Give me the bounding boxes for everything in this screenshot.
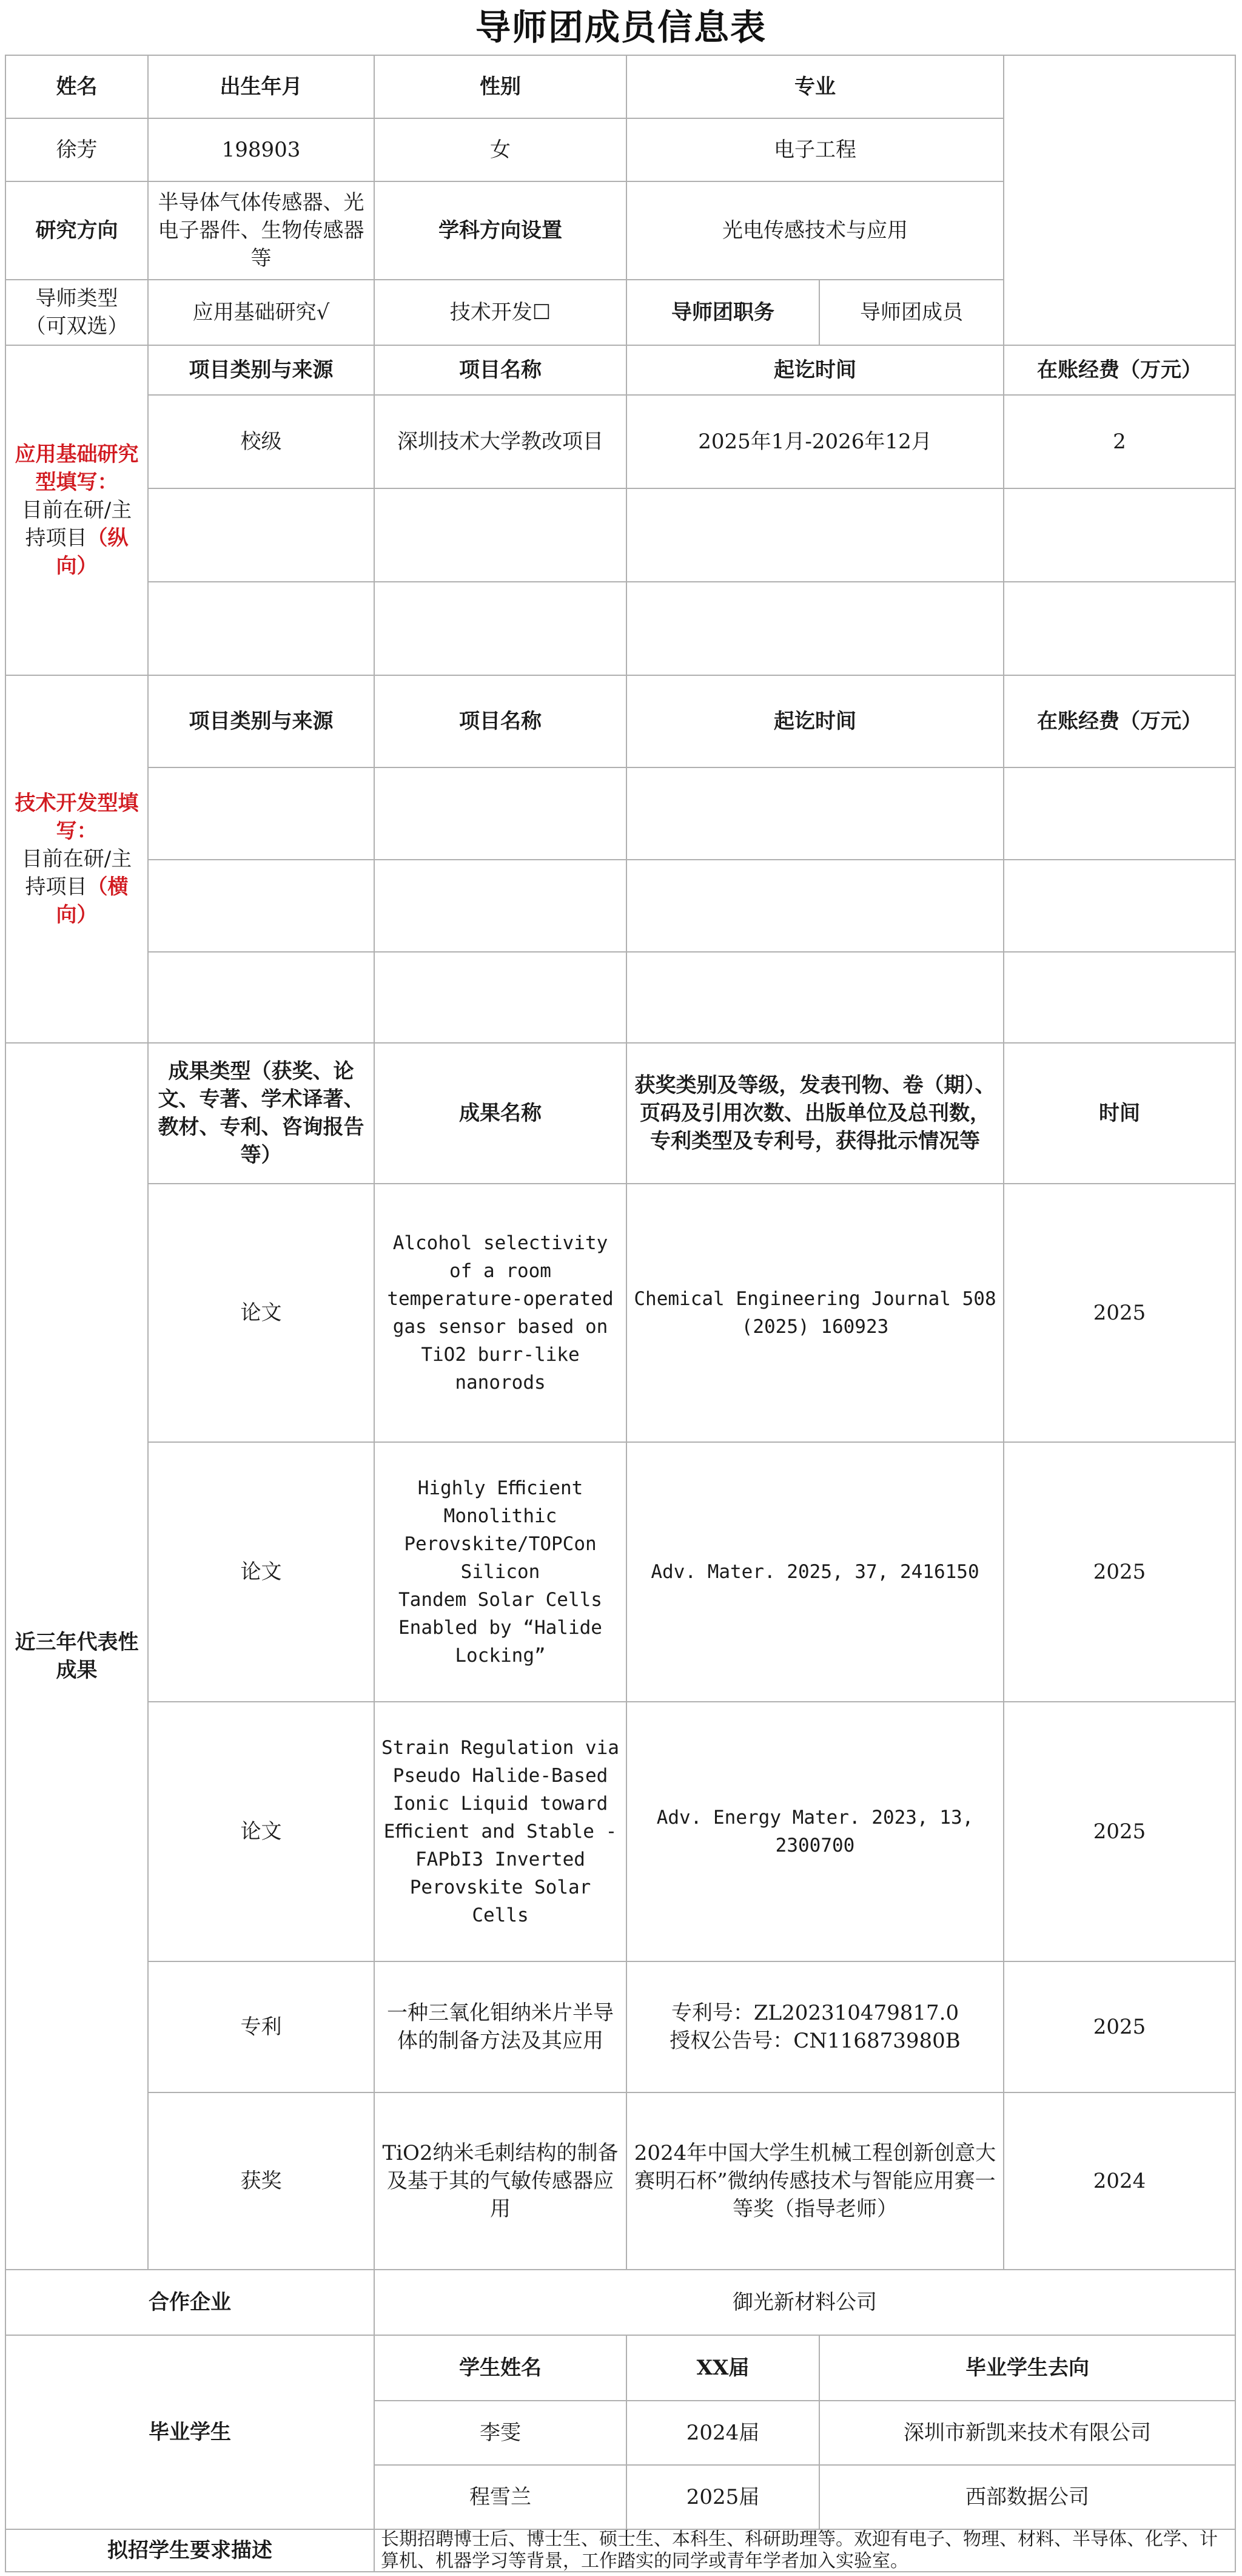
horizontal-row-3-source	[147, 951, 375, 1044]
vertical-row-1-period: 2025年1月-2026年12月	[626, 394, 1004, 489]
grad-header-year: XX届	[626, 2335, 820, 2401]
vertical-row-3-source	[147, 581, 375, 676]
achv-row-1-type: 论文	[147, 1183, 375, 1443]
recruit-label: 拟招学生要求描述	[5, 2529, 375, 2572]
horizontal-header-funds: 在账经费（万元）	[1003, 675, 1236, 768]
achv-header-name: 成果名称	[374, 1042, 627, 1184]
achv-row-3-detail: Adv. Energy Mater. 2023, 13, 2300700	[626, 1701, 1004, 1962]
vertical-row-3-period	[626, 581, 1004, 676]
horizontal-header-name: 项目名称	[374, 675, 627, 768]
vertical-row-2-period	[626, 488, 1004, 582]
recruit-value: 长期招聘博士后、博士生、硕士生、本科生、科研助理等。欢迎有电子、物理、材料、半导体、化学、计算机、机器学习等背景，工作踏实的同学或青年学者加入实验室。	[374, 2529, 1236, 2572]
form-title: 导师团成员信息表	[475, 7, 767, 48]
horizontal-header-source: 项目类别与来源	[147, 675, 375, 768]
horizontal-label-direction: （横向）	[56, 875, 129, 927]
type-option-basic[interactable]: 应用基础研究√	[147, 279, 375, 346]
vertical-row-2-source	[147, 488, 375, 582]
achv-row-1-detail: Chemical Engineering Journal 508 (2025) 160923	[626, 1183, 1004, 1443]
achv-row-4-detail: 专利号：ZL202310479817.0 授权公告号：CN116873980B	[626, 1961, 1004, 2093]
achv-row-4-type: 专利	[147, 1961, 375, 2093]
achv-row-5-detail: 2024年中国大学生机械工程创新创意大赛明石杯”微纳传感技术与智能应用赛一等奖（指导老师）	[626, 2092, 1004, 2270]
horizontal-header-period: 起讫时间	[626, 675, 1004, 768]
horizontal-row-1-name	[374, 767, 627, 860]
grad-row-2-year: 2025届	[626, 2464, 820, 2530]
horizontal-row-2-name	[374, 859, 627, 953]
grad-header-name: 学生姓名	[374, 2335, 627, 2401]
achv-row-5-type: 获奖	[147, 2092, 375, 2270]
achievements-section-label: 近三年代表性成果	[5, 1042, 149, 2270]
achv-row-1-time: 2025	[1003, 1183, 1236, 1443]
horizontal-row-2-funds	[1003, 859, 1236, 953]
vertical-label-text: 目前在研/主持项目	[21, 498, 132, 550]
horizontal-label-text: 目前在研/主持项目	[21, 847, 132, 899]
vertical-header-source: 项目类别与来源	[147, 345, 375, 396]
achv-row-3-name: Strain Regulation via Pseudo Halide-Based Ionic Liquid toward Eﬃcient and Stable -FAPbI3 Inverted Perovskite Solar Cells	[374, 1701, 627, 1962]
vertical-row-3-funds	[1003, 581, 1236, 676]
header-gender: 性别	[374, 55, 627, 119]
achv-row-3-type: 论文	[147, 1701, 375, 1962]
achv-row-3-time: 2025	[1003, 1701, 1236, 1962]
vertical-row-3-name	[374, 581, 627, 676]
achv-row-4-time: 2025	[1003, 1961, 1236, 2093]
company-value: 御光新材料公司	[374, 2269, 1236, 2336]
vertical-header-name: 项目名称	[374, 345, 627, 396]
horizontal-row-1-period	[626, 767, 1004, 860]
type-option-tech[interactable]: 技术开发☐	[374, 279, 627, 346]
header-tutor-type: 导师类型 （可双选）	[5, 279, 149, 346]
grad-row-2-name: 程雪兰	[374, 2464, 627, 2530]
vertical-row-1-name: 深圳技术大学教改项目	[374, 394, 627, 489]
photo-box	[1003, 55, 1236, 346]
value-research: 半导体气体传感器、光电子器件、生物传感器等	[147, 181, 375, 280]
vertical-row-1-source: 校级	[147, 394, 375, 489]
value-major: 电子工程	[626, 118, 1004, 182]
horizontal-row-2-source	[147, 859, 375, 953]
grad-row-1-destination: 深圳市新凯来技术有限公司	[819, 2400, 1236, 2466]
achv-row-2-detail: Adv. Mater. 2025, 37, 2416150	[626, 1441, 1004, 1702]
vertical-row-2-funds	[1003, 488, 1236, 582]
achv-row-5-name: TiO2纳米毛刺结构的制备及基于其的气敏传感器应用	[374, 2092, 627, 2270]
achv-header-detail: 获奖类别及等级，发表刊物、卷（期）、页码及引用次数、出版单位及总刊数，专利类型及专利号，获得批示情况等	[626, 1042, 1004, 1184]
achv-header-type: 成果类型（获奖、论文、专著、学术译著、教材、专利、咨询报告等）	[147, 1042, 375, 1184]
vertical-header-period: 起讫时间	[626, 345, 1004, 396]
vertical-header-funds: 在账经费（万元）	[1003, 345, 1236, 396]
grad-row-2-destination: 西部数据公司	[819, 2464, 1236, 2530]
value-birth: 198903	[147, 118, 375, 182]
horizontal-row-1-source	[147, 767, 375, 860]
horizontal-row-2-period	[626, 859, 1004, 953]
achv-row-5-time: 2024	[1003, 2092, 1236, 2270]
value-discipline: 光电传感技术与应用	[626, 181, 1004, 280]
horizontal-row-3-name	[374, 951, 627, 1044]
horizontal-row-3-period	[626, 951, 1004, 1044]
vertical-label-type: 应用基础研究型填写：	[15, 442, 139, 494]
graduates-label: 毕业学生	[5, 2335, 375, 2530]
vertical-row-1-funds: 2	[1003, 394, 1236, 489]
achv-row-4-name: 一种三氧化钼纳米片半导体的制备方法及其应用	[374, 1961, 627, 2093]
value-role: 导师团成员	[819, 279, 1004, 346]
horizontal-row-1-funds	[1003, 767, 1236, 860]
header-birth: 出生年月	[147, 55, 375, 119]
achv-row-1-name: Alcohol selectivity of a room temperature-operated gas sensor based on TiO2 burr-like nanorods	[374, 1183, 627, 1443]
achv-header-time: 时间	[1003, 1042, 1236, 1184]
header-research: 研究方向	[5, 181, 149, 280]
company-label: 合作企业	[5, 2269, 375, 2336]
value-gender: 女	[374, 118, 627, 182]
vertical-label-direction: （纵向）	[56, 526, 129, 578]
header-major: 专业	[626, 55, 1004, 119]
header-role: 导师团职务	[626, 279, 820, 346]
achv-row-2-type: 论文	[147, 1441, 375, 1702]
achv-row-2-time: 2025	[1003, 1441, 1236, 1702]
achv-row-2-name: Highly Eﬃcient Monolithic Perovskite/TOPCon Silicon Tandem Solar Cells Enabled by “Halide Locking”	[374, 1441, 627, 1702]
vertical-row-2-name	[374, 488, 627, 582]
grad-row-1-name: 李雯	[374, 2400, 627, 2466]
vertical-section-label	[5, 345, 149, 676]
header-name: 姓名	[5, 55, 149, 119]
horizontal-section-label	[5, 675, 149, 1044]
info-table	[5, 55, 1236, 2572]
grad-header-destination: 毕业学生去向	[819, 2335, 1236, 2401]
horizontal-label-type: 技术开发型填写：	[15, 791, 139, 843]
horizontal-row-3-funds	[1003, 951, 1236, 1044]
header-discipline: 学科方向设置	[374, 181, 627, 280]
value-name: 徐芳	[5, 118, 149, 182]
grad-row-1-year: 2024届	[626, 2400, 820, 2466]
